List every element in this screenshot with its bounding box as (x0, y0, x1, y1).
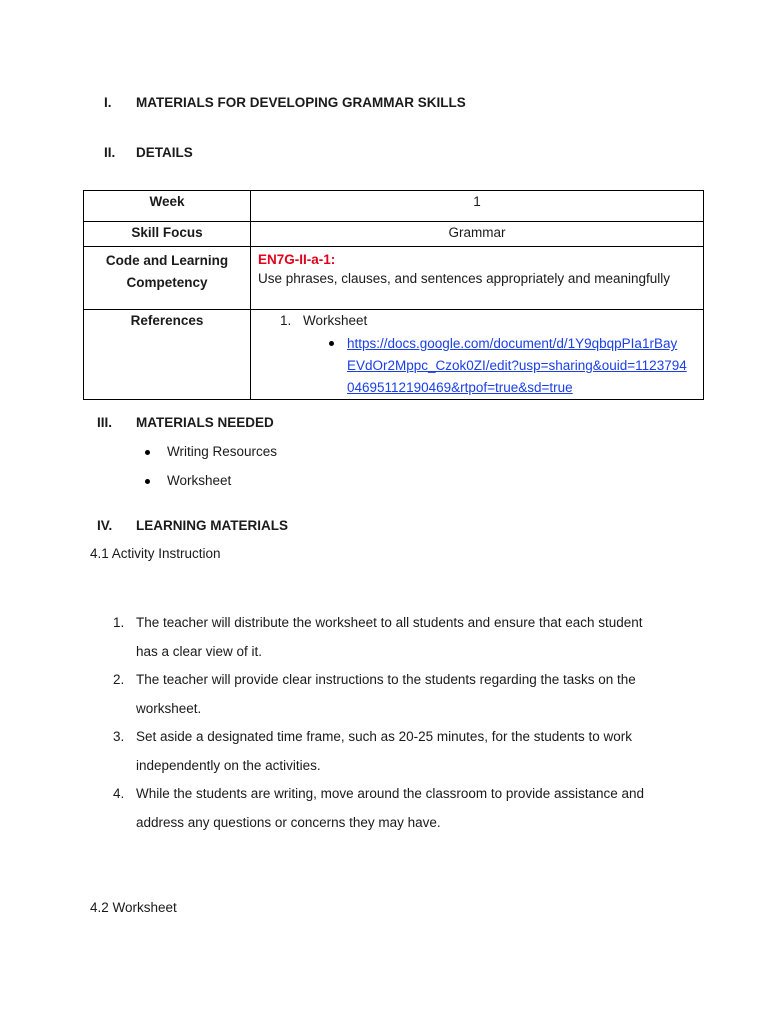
step-line1: The teacher will distribute the worksheet to all students and ensure that each student (136, 615, 643, 630)
step-line2: independently on the activities. (136, 758, 321, 773)
skill-value: Grammar (251, 222, 704, 247)
week-label: Week (84, 191, 251, 222)
step-line1: While the students are writing, move around the classroom to provide assistance and (136, 786, 645, 801)
table-row-week (84, 191, 704, 222)
reference-link-line2[interactable]: EVdOr2Mppc_Czok0ZI/edit?usp=sharing&ouid=1123794 (347, 358, 687, 373)
material-label: Worksheet (167, 473, 232, 488)
reference-list-item (251, 313, 703, 333)
reference-item-label: Worksheet (303, 313, 368, 328)
section-4-number: IV. (97, 518, 113, 533)
bullet-icon (329, 341, 334, 346)
reference-link-line1[interactable]: https://docs.google.com/document/d/1Y9qbqpPIa1rBay (347, 336, 678, 351)
section-1-title: MATERIALS FOR DEVELOPING GRAMMAR SKILLS (136, 95, 466, 110)
step-number: 2. (113, 672, 125, 687)
worksheet-heading: 4.2 Worksheet (90, 900, 177, 915)
reference-link-block (251, 333, 703, 399)
step-number: 4. (113, 786, 125, 801)
details-table (83, 190, 704, 400)
section-3-number: III. (97, 415, 113, 430)
code-label (84, 247, 251, 310)
bullet-icon (145, 479, 150, 484)
code-label-line1: Code and Learning (105, 253, 229, 268)
section-4-title: LEARNING MATERIALS (136, 518, 288, 533)
material-label: Writing Resources (167, 444, 278, 459)
code-cell (251, 247, 704, 310)
table-row-references (84, 310, 704, 400)
section-2-title: DETAILS (136, 145, 193, 160)
skill-label: Skill Focus (84, 222, 251, 247)
step-line1: The teacher will provide clear instructions to the students regarding the tasks on the (136, 672, 636, 687)
activity-instruction-heading: 4.1 Activity Instruction (90, 546, 221, 561)
reference-item-number: 1. (280, 313, 292, 328)
reference-link-line3[interactable]: 04695112190469&rtpof=true&sd=true (347, 380, 573, 395)
competency-text: Use phrases, clauses, and sentences appropriately and meaningfully (258, 271, 670, 286)
bullet-icon (145, 450, 150, 455)
code-label-line2: Competency (126, 275, 208, 290)
step-number: 3. (113, 729, 125, 744)
step-number: 1. (113, 615, 125, 630)
table-row-code (84, 247, 704, 310)
competency-code: EN7G-II-a-1: (258, 252, 336, 267)
section-3-title: MATERIALS NEEDED (136, 415, 274, 430)
references-cell (251, 310, 704, 400)
section-1-number: I. (104, 95, 112, 110)
table-row-skill (84, 222, 704, 247)
step-line2: worksheet. (136, 701, 202, 716)
step-line2: has a clear view of it. (136, 644, 263, 659)
step-line2: address any questions or concerns they may have. (136, 815, 441, 830)
week-value: 1 (251, 191, 704, 222)
section-2-number: II. (104, 145, 116, 160)
step-line1: Set aside a designated time frame, such as 20-25 minutes, for the students to work (136, 729, 633, 744)
references-label: References (84, 310, 251, 400)
